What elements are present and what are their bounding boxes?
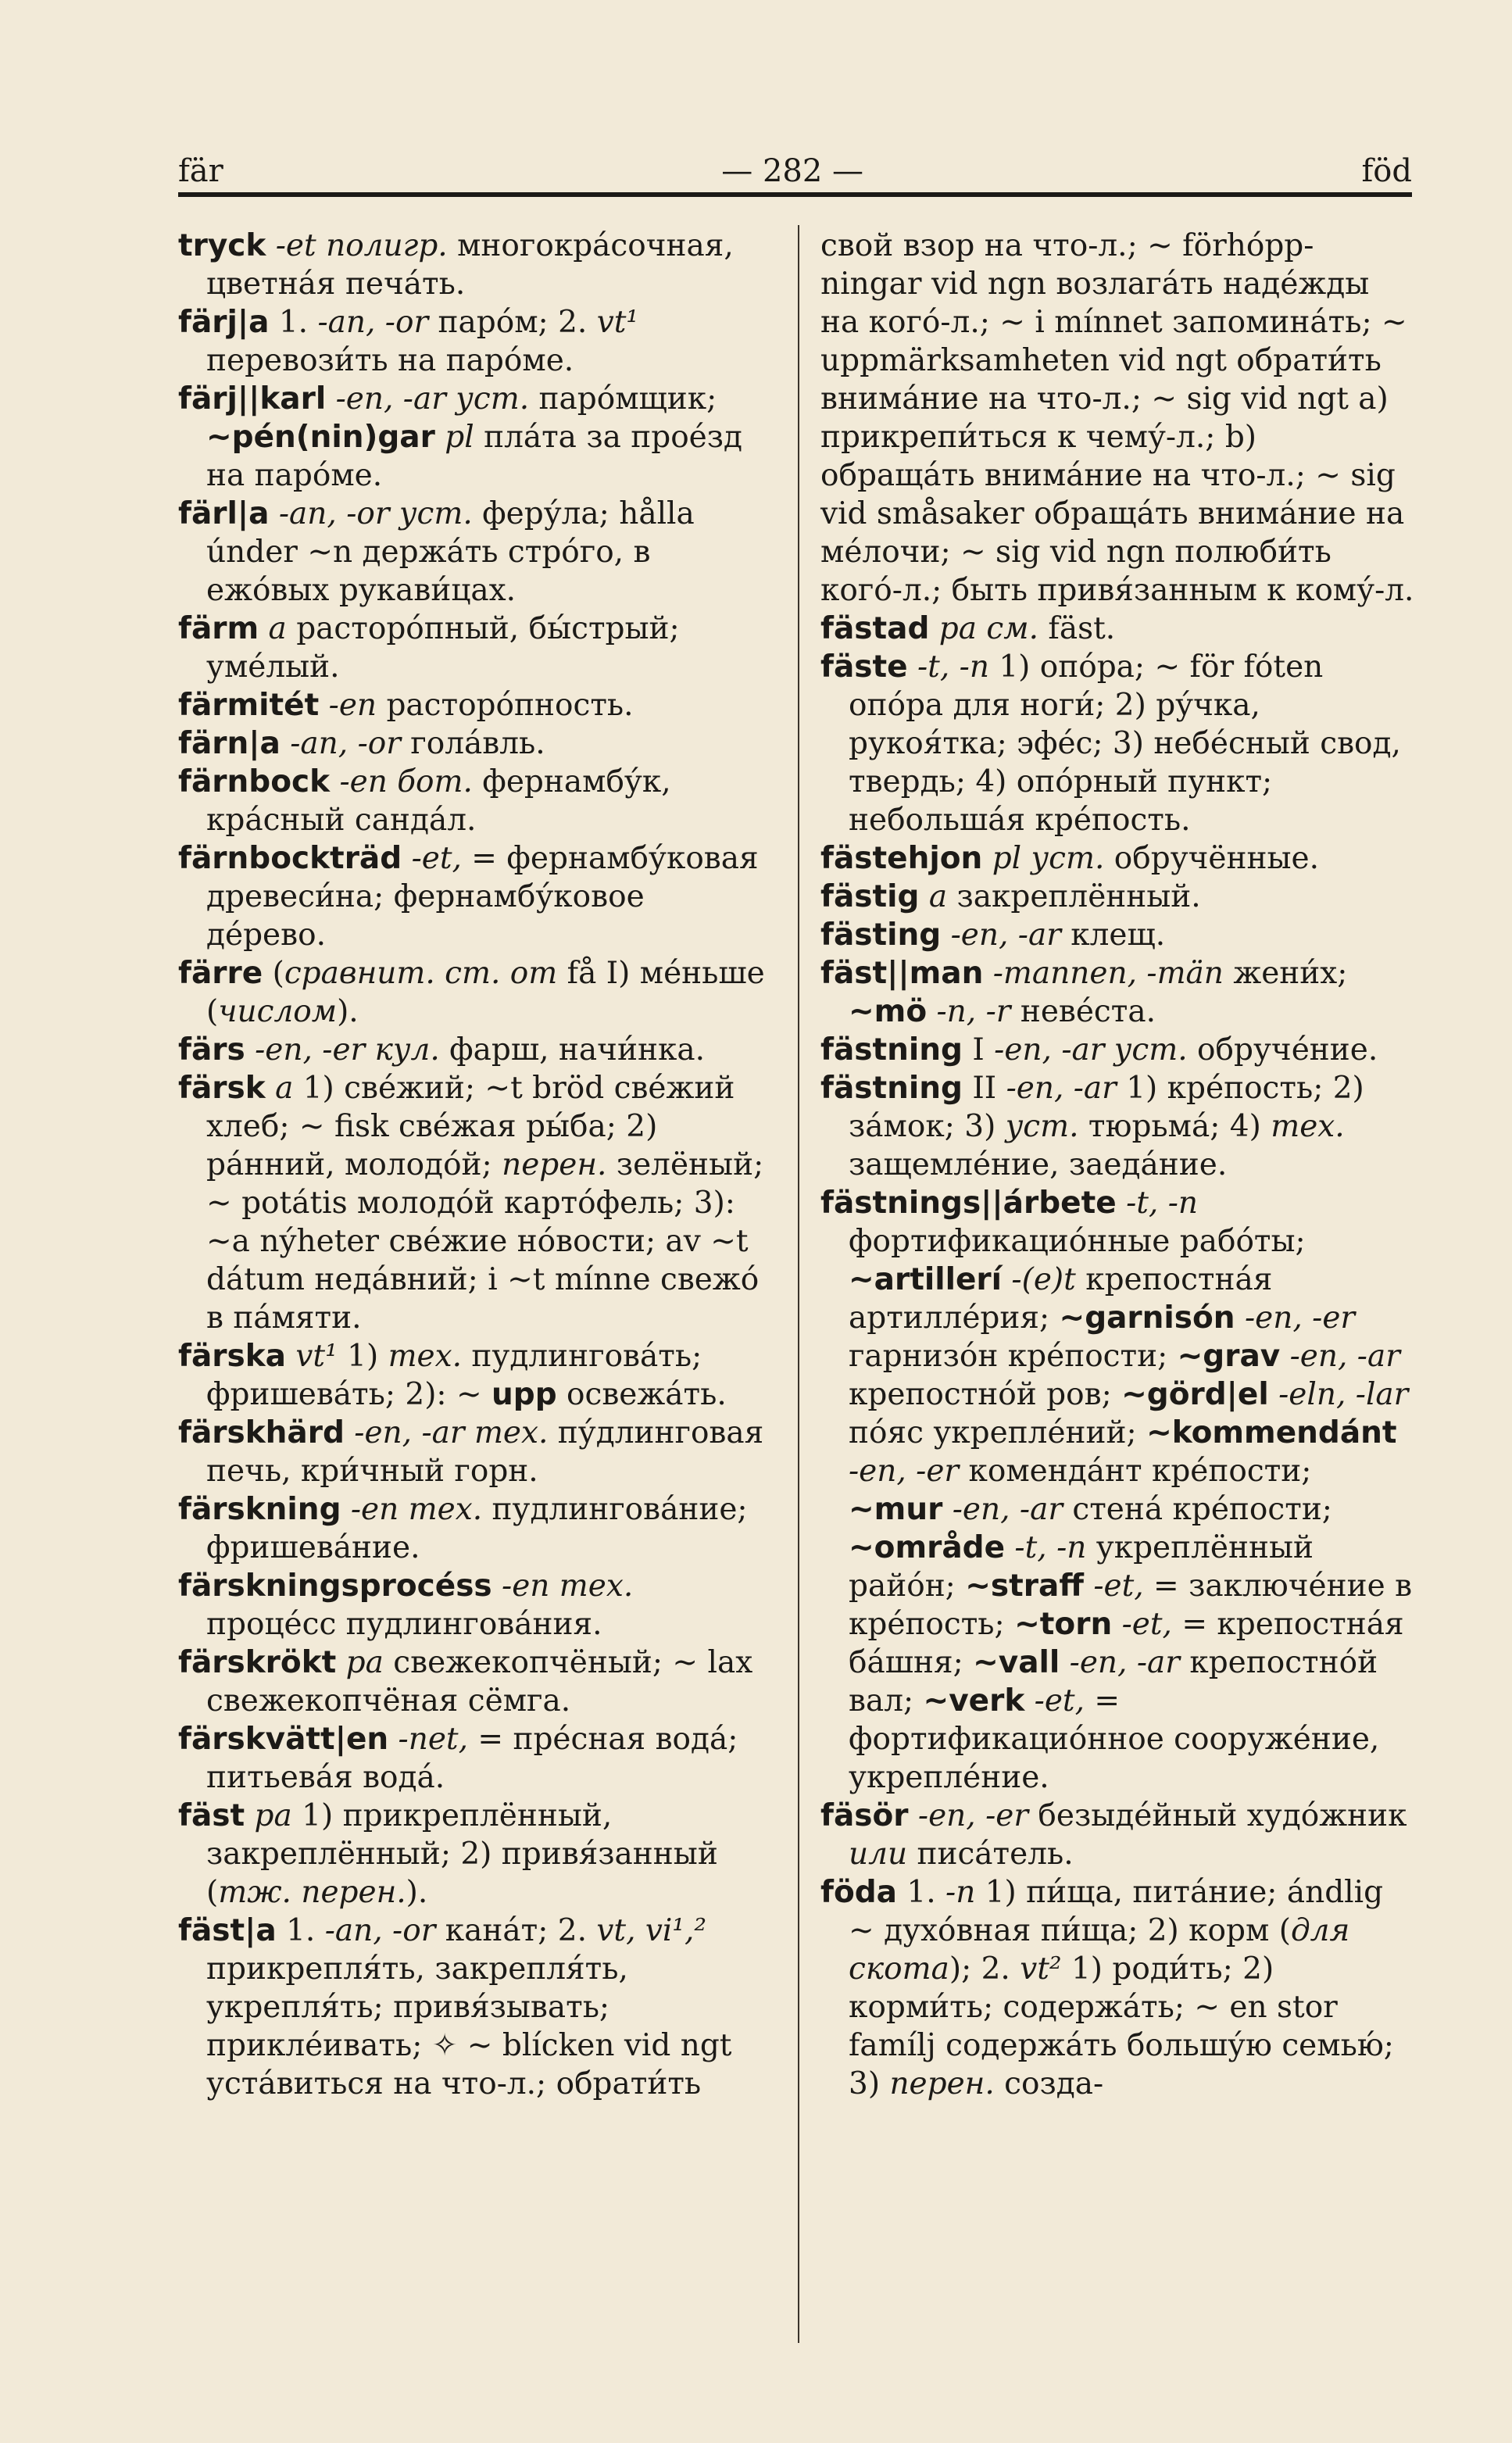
definition-text: 1) роди́ть; 2) корми́ть; содержа́ть; ~ en stor famílj содержа́ть большу́ю семью́; 3) <box>849 1951 1394 2101</box>
definition-text: свой взор на что-л.; ~ förhópp-ningar vid ngn возлага́ть наде́жды на кого́-л.; ~ i mínnet запомина́ть; ~ uppmärksamheten vid ngt обрати́ть внима́ние на что-л.; ~ sig vid ngt а) прикрепи́ться к чему́-л.; b) обраща́ть внима́ние на что-л.; ~ sig vid småsaker обраща́ть внима́ние на ме́лочи; ~ sig vid ngn полюби́ть кого́-л.; быть привя́занным к кому́-л. <box>820 228 1414 608</box>
grammar-label: a <box>265 1071 294 1106</box>
headword: färn|a <box>178 726 281 761</box>
grammar-label: -n, -r <box>927 994 1011 1029</box>
definition-text: få I) ме́ньше ( <box>206 956 765 1029</box>
right-column <box>820 227 1414 2103</box>
grammar-label: перен. <box>502 1147 607 1182</box>
definition-text: укреплённый райо́н; <box>849 1530 1314 1604</box>
definition-text: тюрьма́; 4) <box>1078 1109 1271 1144</box>
dictionary-entry <box>820 954 1414 1031</box>
headword: fästig <box>820 879 920 914</box>
grammar-label: -mannen, -män <box>983 956 1224 991</box>
dictionary-entry <box>178 1720 766 1797</box>
headword: fästing <box>820 917 942 953</box>
grammar-label: уст. <box>1005 1109 1079 1144</box>
dictionary-entry <box>178 1337 766 1414</box>
definition-text: жени́х; <box>1223 956 1348 991</box>
headword: fästning <box>820 1032 963 1068</box>
definition-text: пудлингова́ть; фришева́ть; 2): ~ <box>206 1339 702 1412</box>
headword: färskhärd <box>178 1415 345 1450</box>
definition-text: по́яс укрепле́ний; <box>849 1415 1147 1450</box>
column-divider <box>798 225 799 2343</box>
headword: färnbockträd <box>178 841 402 876</box>
dictionary-entry <box>178 763 766 839</box>
definition-text: ); 2. <box>949 1951 1021 1987</box>
headword: ~mur <box>849 1492 943 1527</box>
definition-text: 1) прикреплённый, закреплённый; 2) привя́занный ( <box>206 1798 718 1910</box>
definition-text: ). <box>337 994 359 1029</box>
definition-text: 1) све́жий; ~t bröd све́жий хлеб; ~ fisk све́жая ры́ба; 2) ра́нний, молодо́й; <box>206 1071 735 1182</box>
header-left-guideword: fär <box>178 153 223 189</box>
dictionary-entry <box>820 610 1414 648</box>
headword: färl|a <box>178 496 270 531</box>
definition-text: проце́сс пудлингова́ния. <box>206 1607 602 1642</box>
grammar-label: -en, -er <box>1235 1300 1356 1336</box>
definition-text: ( <box>263 956 284 991</box>
grammar-label: -an, -or уст. <box>269 496 473 531</box>
definition-text: стена́ кре́пости; <box>1062 1492 1332 1527</box>
headword: ~garnisón <box>1059 1300 1235 1336</box>
definition-text: клещ. <box>1060 917 1166 953</box>
definition-text: = фортификацио́нное сооруже́ние, укрепле́ние. <box>849 1683 1380 1795</box>
grammar-label: pa <box>336 1645 384 1680</box>
grammar-label: -eln, -lar <box>1268 1377 1409 1412</box>
dictionary-entry <box>820 1069 1414 1184</box>
definition-text: обручённые. <box>1104 841 1320 876</box>
grammar-label: vt² <box>1020 1951 1062 1987</box>
grammar-label: -en, -ar <box>941 917 1061 953</box>
headword: fäste <box>820 649 908 685</box>
definition-text: пудлингова́ние; фришева́ние. <box>206 1492 748 1565</box>
grammar-label: a <box>919 879 948 914</box>
headword: tryck <box>178 228 266 263</box>
definition-text: фарш, начи́нка. <box>439 1032 705 1068</box>
grammar-label: сравнит. ст. от <box>284 956 558 991</box>
definition-text: 1) опо́ра; ~ för fóten опо́ра для ноги́; 2) ру́чка, рукоя́тка; эфе́с; 3) небе́сный свод, твердь; 4) опо́рный пункт; небольша́я кре́пость. <box>849 649 1401 838</box>
running-header <box>178 147 1412 189</box>
definition-text: защемле́ние, заеда́ние. <box>849 1147 1228 1182</box>
grammar-label: -en, -ar <box>1280 1339 1400 1374</box>
grammar-label: -en тех. <box>341 1492 483 1527</box>
dictionary-entry <box>820 1873 1414 2103</box>
headword: fästnings||árbete <box>820 1186 1117 1221</box>
dictionary-entry <box>178 839 766 954</box>
header-right-guideword: föd <box>1361 153 1412 189</box>
dictionary-entry <box>178 1031 766 1069</box>
definition-text: фернамбу́к, кра́сный санда́л. <box>206 764 671 838</box>
dictionary-entry <box>178 1414 766 1490</box>
headword: färre <box>178 956 263 991</box>
grammar-label: тж. перен. <box>218 1875 406 1910</box>
dictionary-entry <box>820 1797 1414 1873</box>
grammar-label: для скота <box>849 1913 1350 1987</box>
grammar-label: -en, -ar уст. <box>994 1032 1188 1068</box>
grammar-label: или <box>849 1837 908 1872</box>
definition-text: 1. <box>269 305 318 340</box>
grammar-label: -et, <box>402 841 462 876</box>
headword: föda <box>820 1875 897 1910</box>
headword: ~mö <box>849 994 928 1029</box>
dictionary-entry <box>820 916 1414 954</box>
definition-text: гола́вль. <box>400 726 545 761</box>
dictionary-entry <box>178 724 766 763</box>
page-number: — 282 — <box>721 153 864 189</box>
grammar-label: -et, <box>1112 1607 1172 1642</box>
dictionary-entry <box>178 303 766 380</box>
grammar-label: a <box>259 611 287 646</box>
grammar-label: тех. <box>1271 1109 1345 1144</box>
grammar-label: -en бот. <box>330 764 473 799</box>
grammar-label: -an, -or <box>317 305 429 340</box>
definition-text: неве́ста. <box>1010 994 1156 1029</box>
definition-text: паро́м; 2. <box>428 305 597 340</box>
dictionary-entry <box>820 878 1414 916</box>
definition-text: свежекопчёный; ~ lax свежекопчёная сёмга. <box>206 1645 753 1719</box>
headword: fästehjon <box>820 841 983 876</box>
definition-text: перевози́ть на паро́ме. <box>206 343 574 378</box>
headword: fäst||man <box>820 956 984 991</box>
grammar-label: vt¹ <box>596 305 639 340</box>
grammar-label: -et, <box>1024 1683 1085 1719</box>
headword: färsk <box>178 1071 266 1106</box>
definition-text: закреплённый. <box>947 879 1201 914</box>
grammar-label: -en, -ar <box>1006 1071 1117 1106</box>
dictionary-entry <box>178 1912 766 2103</box>
dictionary-entry <box>820 839 1414 878</box>
headword: ~grav <box>1177 1339 1281 1374</box>
dictionary-entry <box>178 380 766 495</box>
definition-text: созда- <box>994 2066 1104 2101</box>
headword: färska <box>178 1339 286 1374</box>
headword: färskningsprocéss <box>178 1568 492 1604</box>
grammar-label: -en, -ar <box>1060 1645 1180 1680</box>
definition-text: fäst. <box>1038 611 1116 646</box>
headword: fästning <box>820 1071 963 1106</box>
definition-text: 1) <box>337 1339 388 1374</box>
headword: färm <box>178 611 259 646</box>
definition-text: писа́тель. <box>907 1837 1074 1872</box>
headword: färskning <box>178 1492 341 1527</box>
grammar-label: -et, <box>1083 1568 1144 1604</box>
grammar-label: -en, -ar уст. <box>326 381 530 417</box>
headword: ~torn <box>1014 1607 1113 1642</box>
grammar-label: -et полигр. <box>266 228 448 263</box>
dictionary-entry <box>820 1031 1414 1069</box>
grammar-label: -t, -n <box>907 649 989 685</box>
dictionary-entry <box>178 495 766 610</box>
headword: färs <box>178 1032 245 1068</box>
headword: färnbock <box>178 764 331 799</box>
dictionary-entry <box>178 1644 766 1720</box>
grammar-label: -(e)t <box>1002 1262 1076 1297</box>
left-column <box>178 227 766 2103</box>
definition-text: гарнизо́н кре́пости; <box>849 1339 1178 1374</box>
grammar-label: -an, -or <box>324 1913 436 1948</box>
grammar-label: vt¹ <box>286 1339 338 1374</box>
definition-text: прикрепля́ть, закрепля́ть, укрепля́ть; привя́зывать; прикле́ивать; ✧ ~ blícken vid ngt уста́виться на что-л.; обрати́ть <box>206 1951 732 2101</box>
headword: ~verk <box>923 1683 1025 1719</box>
dictionary-entry <box>178 1567 766 1644</box>
headword: upp <box>491 1377 557 1412</box>
headword: ~görd|el <box>1121 1377 1269 1412</box>
dictionary-entry <box>178 1069 766 1337</box>
definition-text: крепостно́й вал; <box>849 1645 1378 1719</box>
definition-text: = заключе́ние в кре́пость; <box>849 1568 1413 1642</box>
headword: ~pén(nin)gar <box>206 420 435 455</box>
headword: fästad <box>820 611 930 646</box>
grammar-label: числом <box>218 994 338 1029</box>
headword: ~område <box>849 1530 1006 1565</box>
headword: ~kommendánt <box>1146 1415 1397 1450</box>
headword: fäsör <box>820 1798 909 1833</box>
grammar-label: pl <box>434 420 474 455</box>
definition-text: 1. <box>276 1913 325 1948</box>
definition-text: 1) пи́ща, пита́ние; ándlig ~ духо́вная пи́ща; 2) корм ( <box>849 1875 1384 1948</box>
definition-text: расторо́пность. <box>377 688 634 723</box>
dictionary-entry <box>178 1797 766 1912</box>
definition-text: крепостна́я артилле́рия; <box>849 1262 1273 1336</box>
definition-text: пу́длинговая печь, кри́чный горн. <box>206 1415 764 1489</box>
definition-text: II <box>962 1071 1006 1106</box>
headword: färj|a <box>178 305 270 340</box>
definition-text: = пре́сная вода́; питьева́я вода́. <box>206 1722 738 1795</box>
grammar-label: -t, -n <box>1116 1186 1199 1221</box>
definition-text: феру́ла; hålla únder ~n держа́ть стро́го, в ежо́вых рукави́цах. <box>206 496 695 608</box>
definition-text: 1) кре́пость; 2) за́мок; 3) <box>849 1071 1364 1144</box>
grammar-label: -en, -ar <box>942 1492 1063 1527</box>
grammar-label: перен. <box>889 2066 995 2101</box>
definition-text: зелёный; ~ potátis молодо́й карто́фель; 3): ~a nýheter све́жие но́вости; av ~t dátum неда́вний; i ~t mínne свежо́ в па́мяти. <box>206 1147 764 1336</box>
grammar-label: pa <box>245 1798 292 1833</box>
definition-text: кана́т; 2. <box>435 1913 597 1948</box>
grammar-label: тех. <box>388 1339 463 1374</box>
grammar-label: pl уст. <box>982 841 1105 876</box>
headword: färj||karl <box>178 381 327 417</box>
grammar-label: -en тех. <box>491 1568 634 1604</box>
headword: ~artillerí <box>849 1262 1003 1297</box>
grammar-label: -en, -er <box>908 1798 1028 1833</box>
definition-text: многокра́сочная, цветна́я печа́ть. <box>206 228 734 302</box>
grammar-label: -en, -er кул. <box>245 1032 440 1068</box>
definition-text: I <box>962 1032 995 1068</box>
grammar-label: -en, -er <box>849 1454 960 1489</box>
dictionary-entry <box>178 227 766 303</box>
definition-text: фортификацио́нные рабо́ты; <box>849 1224 1306 1259</box>
definition-text: ). <box>406 1875 428 1910</box>
definition-text: = крепостна́я ба́шня; <box>849 1607 1404 1680</box>
dictionary-entry <box>178 686 766 724</box>
definition-text: 1. <box>897 1875 946 1910</box>
grammar-label: -en <box>319 688 377 723</box>
definition-text: крепостно́й ров; <box>849 1377 1122 1412</box>
dictionary-entry <box>178 954 766 1031</box>
grammar-label: -an, -or <box>280 726 401 761</box>
headword: färskrökt <box>178 1645 337 1680</box>
definition-text: = фернамбу́ковая древеси́на; фернамбу́ковое де́рево. <box>206 841 759 953</box>
dictionary-entry <box>820 1184 1414 1797</box>
grammar-label: vt, vi¹,² <box>596 1913 707 1948</box>
headword: fäst <box>178 1798 245 1833</box>
headword: ~vall <box>973 1645 1060 1680</box>
dictionary-entry <box>178 1490 766 1567</box>
headword: ~straff <box>965 1568 1084 1604</box>
definition-text: обруче́ние. <box>1187 1032 1378 1068</box>
grammar-label: -net, <box>388 1722 468 1757</box>
headword: fäst|a <box>178 1913 277 1948</box>
entry-continuation <box>820 227 1414 610</box>
dictionary-entry <box>820 648 1414 839</box>
headword: färskvätt|en <box>178 1722 389 1757</box>
definition-text: паро́мщик; <box>529 381 717 417</box>
definition-text: пла́та за прое́зд на паро́ме. <box>206 420 743 493</box>
dictionary-entry <box>178 610 766 686</box>
definition-text: безыде́йный худо́жник <box>1028 1798 1407 1833</box>
headword: färmitét <box>178 688 320 723</box>
definition-text: коменда́нт кре́пости; <box>959 1454 1312 1489</box>
grammar-label: pa см. <box>929 611 1038 646</box>
grammar-label: -en, -ar тех. <box>344 1415 549 1450</box>
definition-text: расторо́пный, бы́стрый; уме́лый. <box>206 611 680 685</box>
grammar-label: -t, -n <box>1005 1530 1087 1565</box>
grammar-label: -n <box>945 1875 976 1910</box>
header-rule <box>178 192 1412 197</box>
definition-text: освежа́ть. <box>556 1377 727 1412</box>
